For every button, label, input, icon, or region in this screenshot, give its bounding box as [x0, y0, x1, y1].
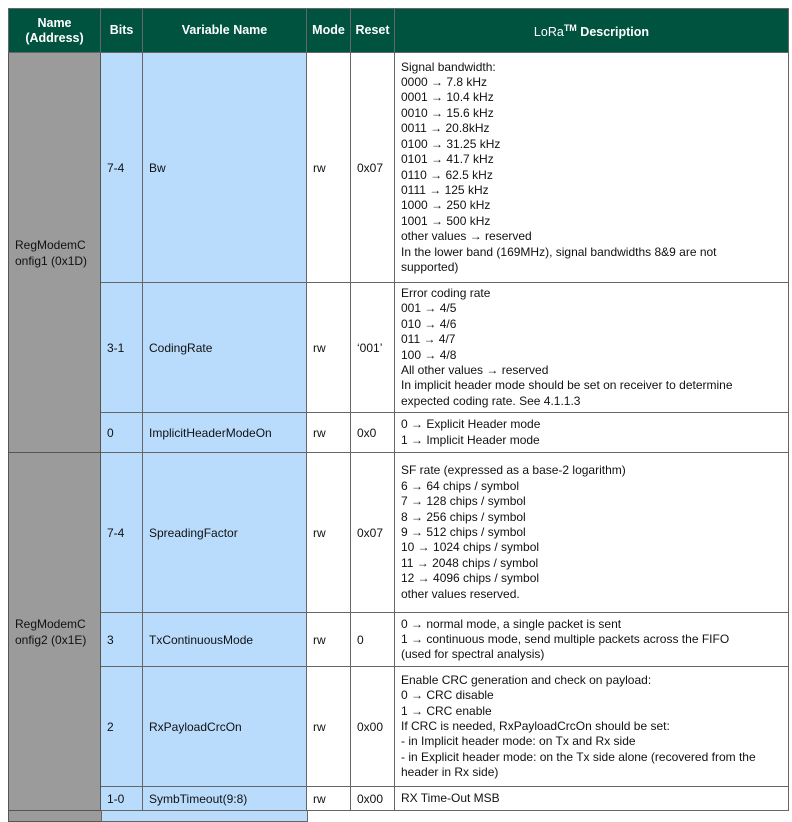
lora-label: LoRa [533, 25, 564, 40]
col-bits: Bits [101, 9, 143, 53]
variable-cell: RxPayloadCrcOn [143, 667, 307, 787]
description-line: 011 → 4/7 [401, 332, 456, 347]
description-line: 001 → 4/5 [401, 301, 457, 316]
description-line: 7 → 128 chips / symbol [401, 494, 526, 509]
description-line: 1 → continuous mode, send multiple packets across the FIFO [401, 632, 730, 647]
field-row [9, 453, 789, 613]
description-line: 0010 → 15.6 kHz [401, 105, 494, 120]
description-line: All other values → reserved [401, 363, 549, 378]
description-cell [395, 413, 789, 453]
col-variable: Variable Name [143, 9, 307, 53]
variable-cell: ImplicitHeaderModeOn [143, 413, 307, 453]
description-line: header in Rx side) [401, 765, 499, 780]
description-line: - in Explicit header mode: on the Tx side alone (recovered from the [401, 749, 756, 764]
description-line: 12 → 4096 chips / symbol [401, 571, 540, 586]
description-line: 8 → 256 chips / symbol [401, 509, 526, 524]
description-line: 1000 → 250 kHz [401, 198, 491, 213]
description-cell [395, 53, 789, 283]
description-line: 010 → 4/6 [401, 316, 457, 331]
description-line: 0 → CRC disable [401, 688, 494, 703]
register-table [8, 8, 789, 811]
description-line: In the lower band (169MHz), signal bandwidths 8&9 are not [401, 244, 717, 259]
description-line: 0110 → 62.5 kHz [401, 167, 493, 182]
description-line: supported) [401, 259, 459, 274]
register-name: RegModemC onfig1 (0x1D) [9, 53, 101, 453]
description-line: 100 → 4/8 [401, 347, 457, 362]
description-line: 0011 → 20.8kHz [401, 121, 490, 136]
reset-cell: 0 [351, 613, 395, 667]
description-line: - in Implicit header mode: on Tx and Rx side [401, 734, 636, 749]
description-line: 10 → 1024 chips / symbol [401, 540, 540, 555]
description-line: 1 → Implicit Header mode [401, 432, 540, 447]
description-line: 9 → 512 chips / symbol [401, 525, 526, 540]
field-row [9, 413, 789, 453]
col-mode: Mode [307, 9, 351, 53]
variable-cell: SymbTimeout(9:8) [143, 787, 307, 811]
col-address-label: (Address) [25, 30, 84, 45]
reset-cell: 0x00 [351, 787, 395, 811]
description-cell [395, 787, 789, 811]
bits-cell: 3-1 [101, 283, 143, 413]
bits-cell: 0 [101, 413, 143, 453]
bits-cell: 2 [101, 667, 143, 787]
description-line: 0001 → 10.4 kHz [401, 90, 494, 105]
bits-cell: 7-4 [101, 453, 143, 613]
col-name [9, 9, 101, 53]
variable-cell: SpreadingFactor [143, 453, 307, 613]
description-line: expected coding rate. See 4.1.1.3 [401, 393, 581, 408]
field-row [9, 283, 789, 413]
description-cell [395, 613, 789, 667]
reset-cell: ‘001’ [351, 283, 395, 413]
description-line: If CRC is needed, RxPayloadCrcOn should be set: [401, 719, 670, 734]
description-line: 0 → normal mode, a single packet is sent [401, 616, 622, 631]
description-line: 0111 → 125 kHz [401, 182, 489, 197]
description-line: 0101 → 41.7 kHz [401, 152, 494, 167]
mode-cell: rw [307, 787, 351, 811]
description-line: (used for spectral analysis) [401, 647, 545, 662]
variable-cell: Bw [143, 53, 307, 283]
description-cell [395, 283, 789, 413]
description-line: 0000 → 7.8 kHz [401, 75, 488, 90]
register-name: RegModemC onfig2 (0x1E) [9, 453, 101, 811]
field-row [9, 613, 789, 667]
description-line: 1 → CRC enable [401, 703, 492, 718]
mode-cell: rw [307, 453, 351, 613]
header-row [9, 9, 789, 53]
description-line: 1001 → 500 kHz [401, 213, 491, 228]
description-line: Enable CRC generation and check on payload: [401, 672, 652, 687]
description-line: In implicit header mode should be set on receiver to determine [401, 378, 733, 393]
reset-cell: 0x00 [351, 667, 395, 787]
field-row [9, 787, 789, 811]
bits-cell: 7-4 [101, 53, 143, 283]
desc-label: Description [576, 25, 650, 40]
field-row [9, 53, 789, 283]
description-cell [395, 667, 789, 787]
field-row [9, 667, 789, 787]
description-line: other values reserved. [401, 586, 520, 601]
variable-cell: TxContinuousMode [143, 613, 307, 667]
col-reset: Reset [351, 9, 395, 53]
description-line: Signal bandwidth: [401, 59, 496, 74]
description-line: RX Time-Out MSB [401, 791, 500, 806]
description-cell [395, 453, 789, 613]
description-line: 0100 → 31.25 kHz [401, 136, 501, 151]
col-name-label: Name [37, 15, 72, 30]
variable-cell: CodingRate [143, 283, 307, 413]
mode-cell: rw [307, 283, 351, 413]
reset-cell: 0x0 [351, 413, 395, 453]
description-line: 11 → 2048 chips / symbol [401, 555, 539, 570]
bits-cell: 1-0 [101, 787, 143, 811]
reset-cell: 0x07 [351, 53, 395, 283]
mode-cell: rw [307, 613, 351, 667]
mode-cell: rw [307, 667, 351, 787]
col-description [395, 9, 789, 53]
tm-sup: TM [563, 22, 577, 33]
description-line: SF rate (expressed as a base-2 logarithm) [401, 463, 626, 478]
next-field-cell [101, 810, 308, 822]
description-line: other values → reserved [401, 229, 532, 244]
mode-cell: rw [307, 413, 351, 453]
next-register-cell [8, 810, 102, 822]
description-line: 0 → Explicit Header mode [401, 417, 541, 432]
bits-cell: 3 [101, 613, 143, 667]
reset-cell: 0x07 [351, 453, 395, 613]
mode-cell: rw [307, 53, 351, 283]
description-line: Error coding rate [401, 286, 491, 300]
description-line: 6 → 64 chips / symbol [401, 478, 520, 493]
